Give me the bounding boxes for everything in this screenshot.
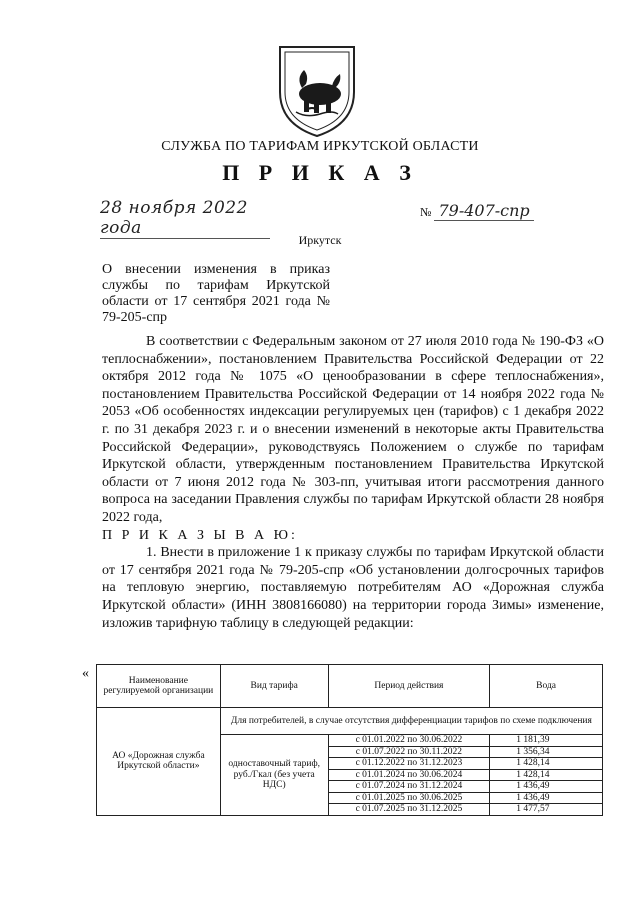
order-body bbox=[102, 333, 604, 632]
tariff-table-container bbox=[96, 664, 603, 816]
header-tariff-type: Вид тарифа bbox=[220, 665, 328, 708]
period-cell: с 01.07.2022 по 30.11.2022 bbox=[328, 746, 490, 758]
header-water: Вода bbox=[490, 665, 603, 708]
table-row bbox=[97, 708, 603, 735]
period-cell: с 01.07.2025 по 31.12.2025 bbox=[328, 804, 490, 816]
value-cell: 1 181,39 bbox=[490, 735, 603, 747]
value-cell: 1 477,57 bbox=[490, 804, 603, 816]
table-header-row bbox=[97, 665, 603, 708]
period-cell: с 01.07.2024 по 31.12.2024 bbox=[328, 781, 490, 793]
header-organization: Наименование регулируемой организации bbox=[97, 665, 221, 708]
header-period: Период действия bbox=[328, 665, 490, 708]
order-number-line bbox=[420, 201, 534, 220]
period-cell: с 01.01.2022 по 30.06.2022 bbox=[328, 735, 490, 747]
irkutsk-coat-of-arms-icon bbox=[276, 44, 358, 138]
order-word: П Р И К А З Ы В А Ю: bbox=[102, 527, 298, 543]
item-1-paragraph: 1. Внести в приложение 1 к приказу службы по тарифам Иркутской области от 17 сентября 2021 года № 79-205-спр «Об установлении долгосрочных тарифов на тепловую энергию, поставляемую потребителям АО «Дорожная служба Иркутской области» (ИНН 3808166080) на территории города Зимы» изменение, изложив тарифную таблицу в следующей редакции: bbox=[102, 545, 604, 631]
order-subject: О внесении изменения в приказ службы по тарифам Иркутской области от 17 сентября 2021 года № 79-205-спр bbox=[102, 262, 330, 325]
period-cell: с 01.12.2022 по 31.12.2023 bbox=[328, 758, 490, 770]
organization-name: СЛУЖБА ПО ТАРИФАМ ИРКУТСКОЙ ОБЛАСТИ bbox=[161, 139, 479, 154]
value-cell: 1 436,49 bbox=[490, 792, 603, 804]
value-cell: 1 428,14 bbox=[490, 758, 603, 770]
value-cell: 1 436,49 bbox=[490, 781, 603, 793]
order-number-handwritten: 79-407-спр bbox=[434, 201, 533, 221]
section-label-cell: Для потребителей, в случае отсутствия дифференциации тарифов по схеме подключения bbox=[220, 708, 602, 735]
tariff-table bbox=[96, 664, 603, 816]
opening-quote-mark: « bbox=[82, 666, 89, 681]
number-prefix: № bbox=[420, 205, 432, 219]
tariff-type-cell: одноставочный тариф, руб./Гкал (без учета НДС) bbox=[220, 735, 328, 816]
period-cell: с 01.01.2025 по 30.06.2025 bbox=[328, 792, 490, 804]
city: Иркутск bbox=[298, 233, 342, 247]
organization-cell: АО «Дорожная служба Иркутской области» bbox=[97, 708, 221, 816]
document-title: П Р И К А З bbox=[222, 160, 418, 185]
order-date-handwritten: 28 ноября 2022 года bbox=[100, 198, 270, 239]
value-cell: 1 428,14 bbox=[490, 769, 603, 781]
period-cell: с 01.01.2024 по 30.06.2024 bbox=[328, 769, 490, 781]
preamble-paragraph: В соответствии с Федеральным законом от 27 июля 2010 года № 190-ФЗ «О теплоснабжении», постановлением Правительства Российской Федерации от 22 октября 2012 года № 1075 «О ценообразовании в сфере теплоснабжения», постановлением Правительства Российской Федерации от 14 ноября 2022 года № 2053 «Об особенностях индексации регулируемых цен (тарифов) с 1 декабря 2022 г. по 31 декабря 2023 г. и о внесении изменений в некоторые акты Правительства Российской Федерации», руководствуясь Положением о службе по тарифам Иркутской области, утвержденным постановлением Правительства Иркутской области от 7 июня 2012 года № 303-пп, учитывая итоги рассмотрения данного вопроса на заседании Правления службы по тарифам Иркутской области 28 ноября 2022 года, bbox=[102, 334, 604, 525]
value-cell: 1 356,34 bbox=[490, 746, 603, 758]
